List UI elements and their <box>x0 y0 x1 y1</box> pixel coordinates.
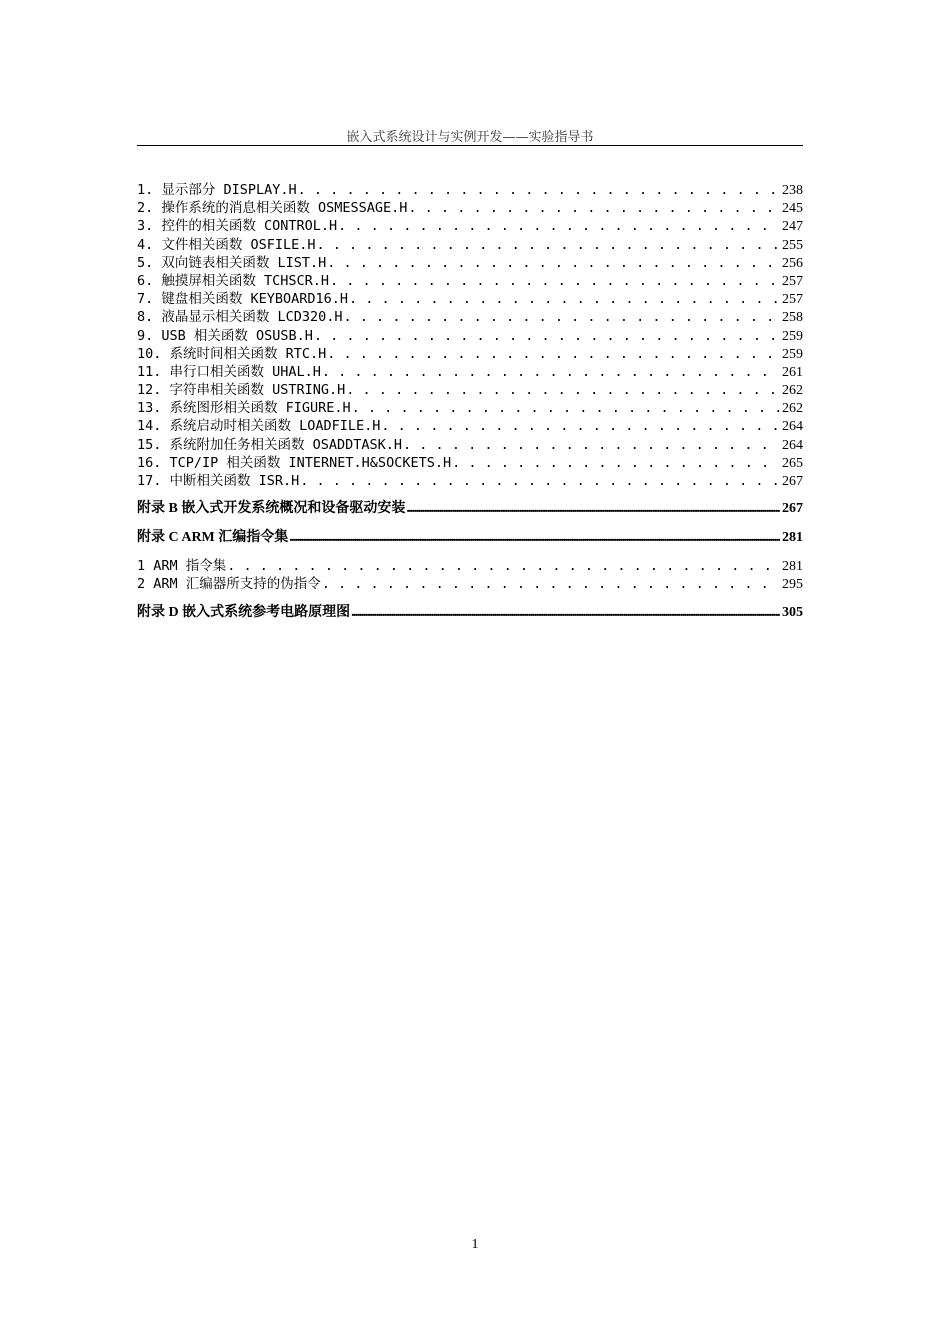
toc-entry-title: 12. 字符串相关函数 USTRING.H <box>137 382 346 399</box>
toc-entry-page: 257 <box>782 273 803 289</box>
toc-leader <box>298 181 780 199</box>
toc-entry-page: 258 <box>782 310 803 326</box>
toc-entry[interactable] <box>137 575 803 593</box>
toc-leader <box>322 363 780 381</box>
toc-leader <box>403 436 780 454</box>
toc-entry-page: 267 <box>782 501 803 517</box>
toc-entry-page: 257 <box>782 292 803 308</box>
toc-entry-title: 2 ARM 汇编器所支持的伪指令 <box>137 576 321 593</box>
toc-leader <box>327 254 780 272</box>
toc-entry-title: 5. 双向链表相关函数 LIST.H <box>137 254 327 271</box>
toc-entry-page: 281 <box>782 530 803 546</box>
toc-entry[interactable] <box>137 254 803 272</box>
toc-entry[interactable] <box>137 327 803 345</box>
toc-entry-page: 259 <box>782 328 803 344</box>
toc-entry-title: 1 ARM 指令集 <box>137 558 227 575</box>
toc-entry-page: 259 <box>782 346 803 362</box>
toc-entry-title: 3. 控件的相关函数 CONTROL.H <box>137 218 338 235</box>
toc-entry-page: 255 <box>782 237 803 253</box>
toc-entry-title: 16. TCP/IP 相关函数 INTERNET.H&SOCKETS.H <box>137 454 452 471</box>
toc-entry-appendix-b[interactable] <box>137 499 803 519</box>
running-header: 嵌入式系统设计与实例开发——实验指导书 <box>346 130 594 145</box>
toc-entry[interactable] <box>137 181 803 199</box>
toc-leader <box>322 575 780 593</box>
toc-entry-title: 1. 显示部分 DISPLAY.H <box>137 182 297 198</box>
toc-entry[interactable] <box>137 308 803 326</box>
toc-entry-title: 6. 触摸屏相关函数 TCHSCR.H <box>137 272 330 289</box>
toc-leader <box>408 199 780 217</box>
toc-entry-page: 267 <box>782 474 803 489</box>
toc-entry-page: 261 <box>782 364 803 380</box>
header-rule <box>137 145 803 146</box>
toc-entry[interactable] <box>137 290 803 308</box>
toc-entry-title: 附录 D 嵌入式系统参考电路原理图 <box>137 604 351 620</box>
toc-entry-title: 附录 C ARM 汇编指令集 <box>137 530 289 546</box>
toc-entry[interactable] <box>137 417 803 435</box>
toc-leader <box>330 272 780 290</box>
toc-entry-page: 262 <box>782 383 803 399</box>
toc-entry-title: 13. 系统图形相关函数 FIGURE.H <box>137 400 351 417</box>
toc-entry-title: 15. 系统附加任务相关函数 OSADDTASK.H <box>137 436 403 453</box>
toc-entry-page: 265 <box>782 455 803 471</box>
toc-leader <box>327 345 780 363</box>
toc-leader <box>406 499 780 519</box>
toc-entry-title: 7. 键盘相关函数 KEYBOARD16.H <box>137 291 349 308</box>
page-number: 1 <box>471 1237 479 1252</box>
appendix-a-entries <box>137 181 803 490</box>
toc-leader <box>352 399 780 417</box>
toc-leader <box>317 236 780 254</box>
table-of-contents <box>137 181 803 623</box>
toc-entry-title: 17. 中断相关函数 ISR.H <box>137 473 300 489</box>
toc-entry-title: 8. 液晶显示相关函数 LCD320.H <box>137 309 343 326</box>
toc-entry-page: 305 <box>782 604 803 620</box>
toc-entry-title: 14. 系统启动时相关函数 LOADFILE.H <box>137 418 381 435</box>
toc-leader <box>227 557 780 575</box>
toc-leader <box>351 603 780 623</box>
toc-entry[interactable] <box>137 454 803 472</box>
toc-leader <box>314 327 780 345</box>
toc-leader <box>346 381 780 399</box>
toc-entry-page: 264 <box>782 419 803 435</box>
toc-entry[interactable] <box>137 557 803 575</box>
appendix-c-entries <box>137 557 803 593</box>
toc-entry[interactable] <box>137 217 803 235</box>
toc-entry-page: 264 <box>782 437 803 453</box>
toc-entry[interactable] <box>137 363 803 381</box>
toc-entry[interactable] <box>137 236 803 254</box>
toc-entry-page: 256 <box>782 255 803 271</box>
toc-leader <box>349 290 780 308</box>
toc-entry-page: 247 <box>782 219 803 235</box>
toc-entry[interactable] <box>137 345 803 363</box>
toc-entry-page: 295 <box>782 577 803 593</box>
toc-entry-page: 245 <box>782 201 803 217</box>
toc-leader <box>338 217 780 235</box>
toc-entry-page: 262 <box>782 401 803 417</box>
toc-entry-title: 11. 串行口相关函数 UHAL.H <box>137 363 321 380</box>
toc-entry-title: 4. 文件相关函数 OSFILE.H <box>137 236 316 253</box>
toc-entry-appendix-d[interactable] <box>137 603 803 623</box>
toc-leader <box>344 308 780 326</box>
toc-entry[interactable] <box>137 436 803 454</box>
toc-entry[interactable] <box>137 399 803 417</box>
toc-entry[interactable] <box>137 472 803 490</box>
toc-entry-page: 281 <box>782 559 803 575</box>
toc-entry-title: 2. 操作系统的消息相关函数 OSMESSAGE.H <box>137 200 408 217</box>
toc-entry-page: 238 <box>782 183 803 198</box>
toc-entry-title: 9. USB 相关函数 OSUSB.H <box>137 327 313 344</box>
toc-leader <box>289 528 780 548</box>
toc-leader <box>381 417 780 435</box>
toc-entry[interactable] <box>137 381 803 399</box>
toc-entry-appendix-c[interactable] <box>137 528 803 548</box>
toc-entry-title: 附录 B 嵌入式开发系统概况和设备驱动安装 <box>137 501 406 517</box>
toc-entry[interactable] <box>137 199 803 217</box>
toc-leader <box>300 472 780 490</box>
toc-entry-title: 10. 系统时间相关函数 RTC.H <box>137 345 327 362</box>
toc-leader <box>452 454 780 472</box>
toc-entry[interactable] <box>137 272 803 290</box>
